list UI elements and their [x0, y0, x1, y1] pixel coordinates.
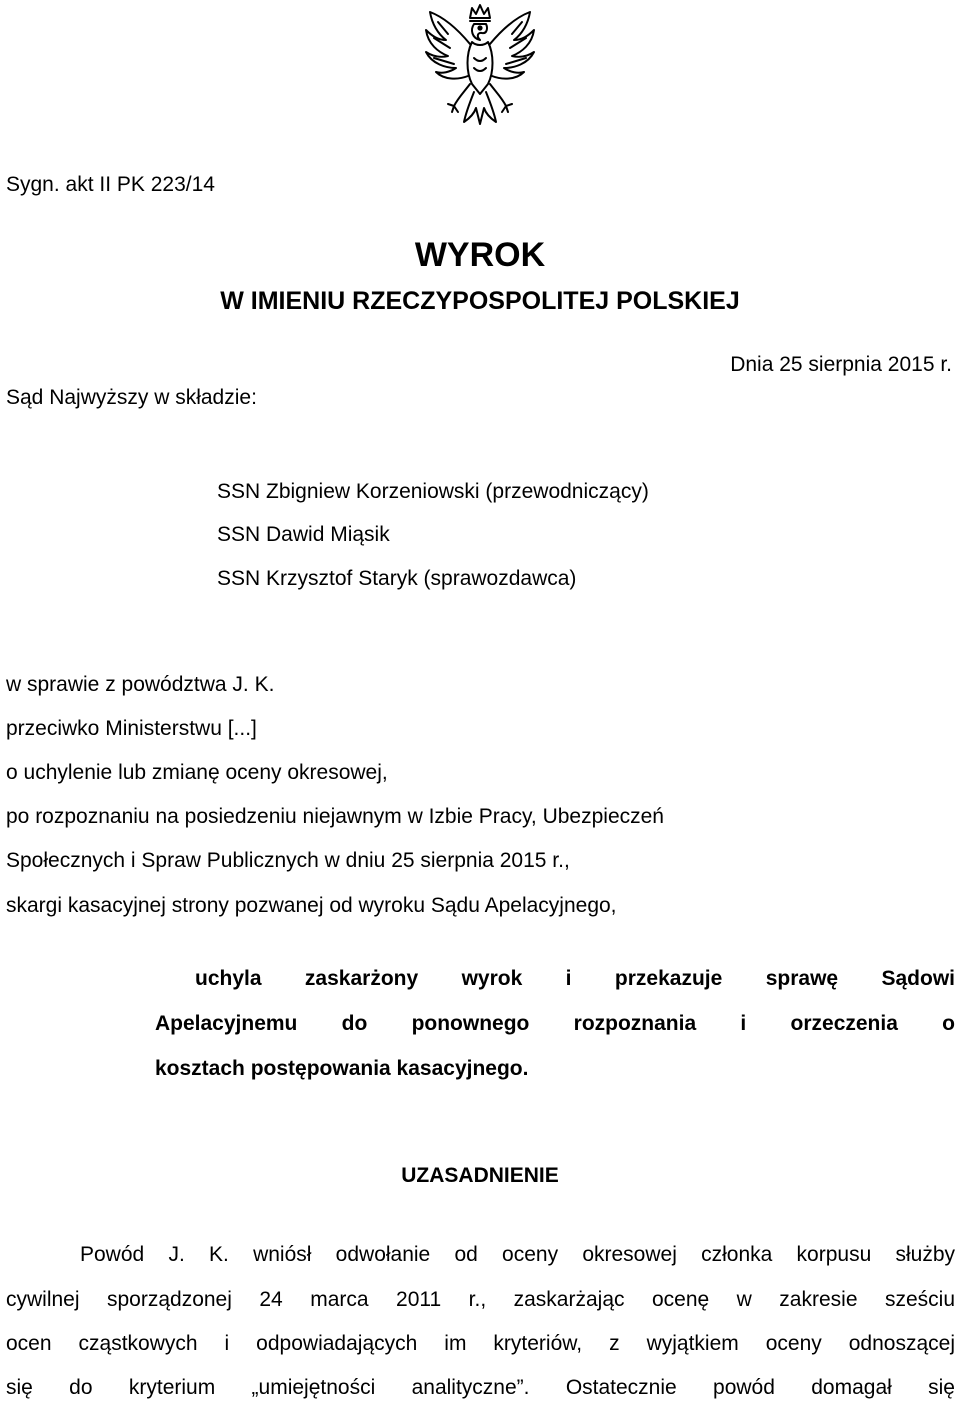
ruling-line: uchyla zaskarżony wyrok i przekazuje sprawę Sądowi	[195, 967, 955, 990]
polish-eagle-emblem-icon	[408, 2, 553, 130]
reasoning-line: Powód J. K. wniósł odwołanie od oceny okresowej członka korpusu służby	[80, 1243, 955, 1266]
ruling-line: Apelacyjnemu do ponownego rozpoznania i orzeczenia o	[155, 1012, 955, 1035]
ruling-date: Dnia 25 sierpnia 2015 r.	[730, 353, 952, 376]
reasoning-heading: UZASADNIENIE	[401, 1164, 559, 1187]
case-line-plaintiff: w sprawie z powództwa J. K.	[6, 673, 275, 696]
case-line-subject: o uchylenie lub zmianę oceny okresowej,	[6, 761, 388, 784]
judge-rapporteur: SSN Krzysztof Staryk (sprawozdawca)	[217, 567, 577, 590]
case-signature: Sygn. akt II PK 223/14	[6, 173, 215, 196]
reasoning-line: ocen cząstkowych i odpowiadających im kryteriów, z wyjątkiem oceny odnoszącej	[6, 1332, 955, 1355]
ruling-line: kosztach postępowania kasacyjnego.	[155, 1057, 529, 1080]
case-line-complaint: skargi kasacyjnej strony pozwanej od wyroku Sądu Apelacyjnego,	[6, 894, 617, 917]
reasoning-line: cywilnej sporządzonej 24 marca 2011 r., zaskarżając ocenę w zakresie sześciu	[6, 1288, 955, 1311]
judge-chair: SSN Zbigniew Korzeniowski (przewodniczący)	[217, 480, 649, 503]
case-line-session: po rozpoznaniu na posiedzeniu niejawnym w Izbie Pracy, Ubezpieczeń	[6, 805, 664, 828]
document-title: WYROK	[414, 236, 546, 274]
case-line-session-cont: Społecznych i Spraw Publicznych w dniu 25 sierpnia 2015 r.,	[6, 849, 570, 872]
document-subtitle: W IMIENIU RZECZYPOSPOLITEJ POLSKIEJ	[220, 287, 740, 315]
case-line-defendant: przeciwko Ministerstwu [...]	[6, 717, 257, 740]
court-composition-label: Sąd Najwyższy w składzie:	[6, 386, 257, 409]
judge-member: SSN Dawid Miąsik	[217, 523, 390, 546]
reasoning-line: się do kryterium „umiejętności analityczne”. Ostatecznie powód domagał się	[6, 1376, 955, 1399]
